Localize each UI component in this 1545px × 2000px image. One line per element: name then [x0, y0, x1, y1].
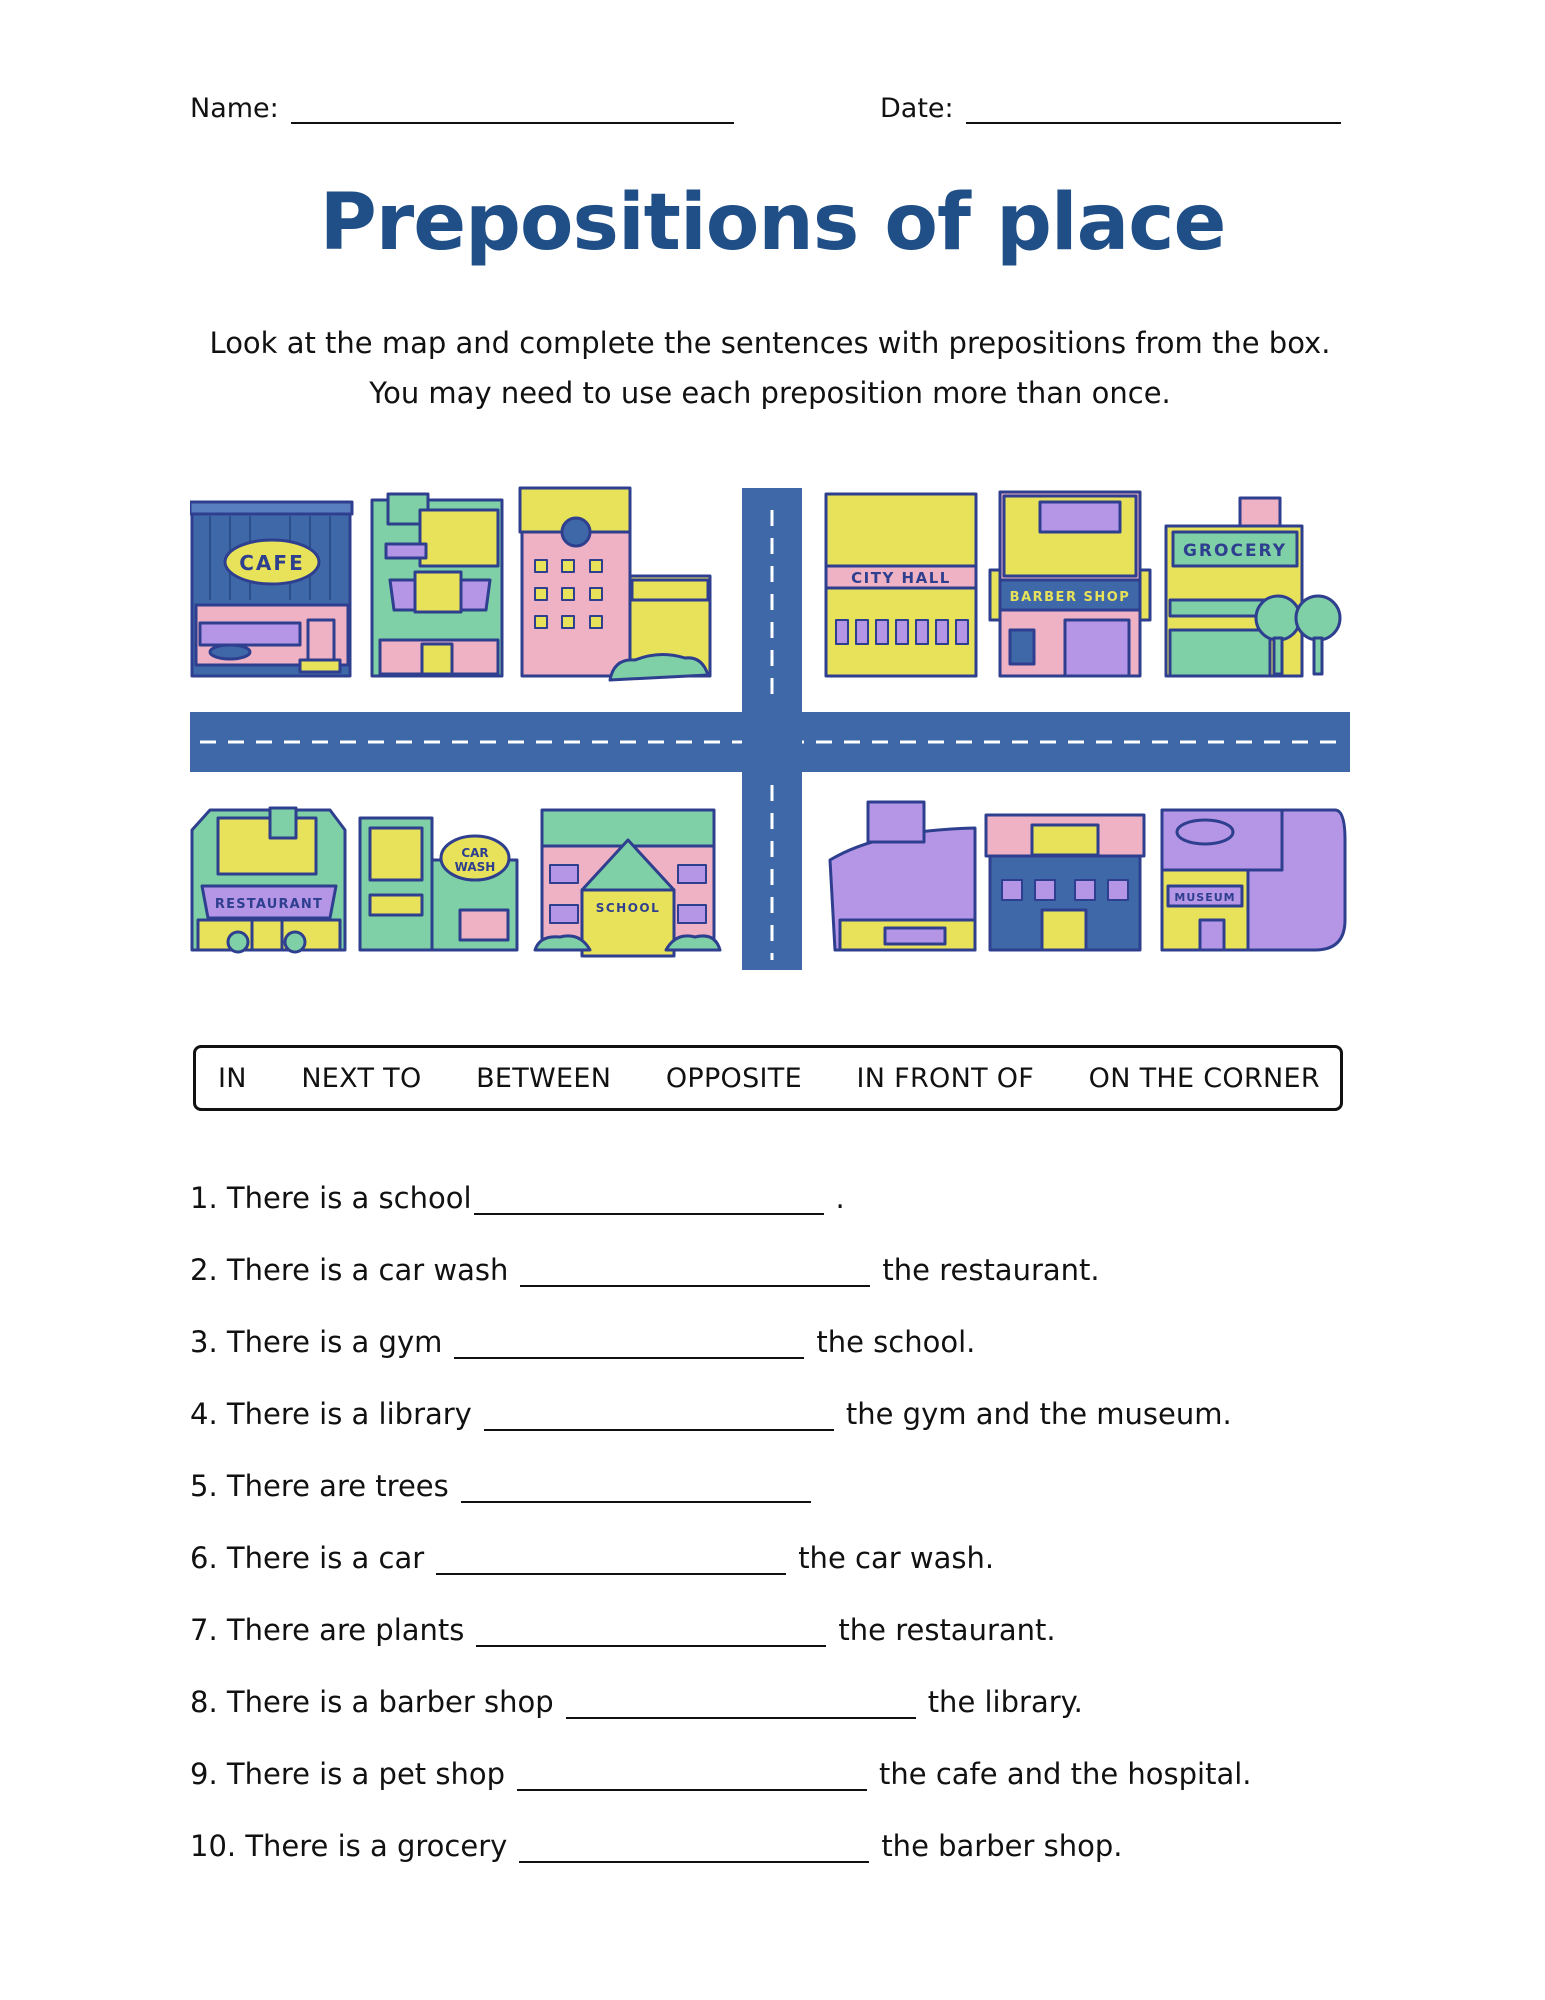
sentence-text: 4. There is a library — [190, 1397, 472, 1431]
cafe-building — [190, 502, 352, 676]
sentence-item — [190, 1391, 1232, 1431]
sentence-text: 1. There is a school — [190, 1181, 472, 1215]
sentence-text: 9. There is a pet shop — [190, 1757, 506, 1791]
school-label: SCHOOL — [595, 901, 661, 915]
sentence-item — [190, 1247, 1100, 1287]
word-box-item: IN FRONT OF — [856, 1062, 1035, 1094]
restaurant-label: RESTAURANT — [214, 897, 324, 912]
word-box-item: ON THE CORNER — [1088, 1062, 1320, 1094]
grocery-label: GROCERY — [1182, 541, 1288, 561]
sentence-text: 5. There are trees — [190, 1469, 449, 1503]
town-map — [190, 480, 1350, 980]
sentence-item — [190, 1319, 975, 1359]
sentence-ending: . — [835, 1181, 845, 1215]
sentence-ending: the restaurant. — [838, 1613, 1056, 1647]
name-label: Name: — [190, 93, 279, 124]
word-box-item: OPPOSITE — [665, 1062, 802, 1094]
hospital-building — [520, 488, 710, 680]
school-building — [535, 810, 720, 956]
answer-blank[interactable] — [461, 1471, 811, 1503]
name-input-line[interactable] — [291, 92, 734, 124]
date-label: Date: — [880, 93, 954, 124]
sentence-text: 2. There is a car wash — [190, 1253, 509, 1287]
sentence-text: 3. There is a gym — [190, 1325, 443, 1359]
sentence-text: 6. There is a car — [190, 1541, 425, 1575]
sentence-item — [190, 1751, 1252, 1791]
name-field — [190, 92, 734, 124]
city-hall-label: CITY HALL — [851, 569, 951, 587]
grocery-building — [1166, 498, 1340, 676]
word-box-item: BETWEEN — [476, 1062, 612, 1094]
word-box-item: IN — [218, 1062, 247, 1094]
sentence-text: 10. There is a grocery — [190, 1829, 508, 1863]
answer-blank[interactable] — [517, 1759, 867, 1791]
sentence-ending: the gym and the museum. — [845, 1397, 1232, 1431]
library-building — [986, 815, 1144, 950]
page-title: Prepositions of place — [319, 178, 1226, 268]
answer-blank[interactable] — [566, 1687, 916, 1719]
sentence-ending: the school. — [816, 1325, 976, 1359]
sentence-text: 7. There are plants — [190, 1613, 465, 1647]
answer-blank[interactable] — [519, 1831, 869, 1863]
answer-blank[interactable] — [484, 1399, 834, 1431]
car-wash-label-line1: CAR — [461, 846, 489, 860]
answer-blank[interactable] — [520, 1255, 870, 1287]
sentence-item — [190, 1607, 1056, 1647]
car-wash-label-line2: WASH — [454, 860, 496, 874]
sentence-item — [190, 1679, 1083, 1719]
sentence-ending: the restaurant. — [882, 1253, 1100, 1287]
sentence-item — [190, 1175, 845, 1215]
sentence-ending: the car wash. — [798, 1541, 995, 1575]
sentence-item — [190, 1535, 994, 1575]
sentence-ending: the barber shop. — [881, 1829, 1123, 1863]
sentence-item — [190, 1463, 823, 1503]
museum-building — [1162, 810, 1345, 950]
sentence-item — [190, 1823, 1122, 1863]
answer-blank[interactable] — [454, 1327, 804, 1359]
gym-building — [830, 802, 975, 950]
date-field — [880, 92, 1341, 124]
restaurant-building — [192, 808, 345, 952]
sentence-ending: the cafe and the hospital. — [879, 1757, 1252, 1791]
instructions-text: Look at the map and complete the sentences with prepositions from the box. You may need to use each preposition more than once. — [209, 326, 1331, 410]
pet-shop-building — [372, 494, 502, 676]
preposition-word-box — [193, 1045, 1343, 1111]
sentence-text: 8. There is a barber shop — [190, 1685, 554, 1719]
museum-label: MUSEUM — [1174, 891, 1236, 904]
answer-blank[interactable] — [476, 1615, 826, 1647]
car-wash-building — [360, 818, 517, 950]
word-box-item: NEXT TO — [301, 1062, 422, 1094]
barber-shop-building — [990, 492, 1150, 676]
answer-blank[interactable] — [474, 1183, 824, 1215]
sentence-ending: the library. — [927, 1685, 1083, 1719]
date-input-line[interactable] — [966, 92, 1341, 124]
cafe-label: CAFE — [239, 551, 305, 575]
answer-blank[interactable] — [436, 1543, 786, 1575]
barber-shop-label: BARBER SHOP — [1009, 590, 1131, 605]
header-row — [190, 92, 1350, 132]
